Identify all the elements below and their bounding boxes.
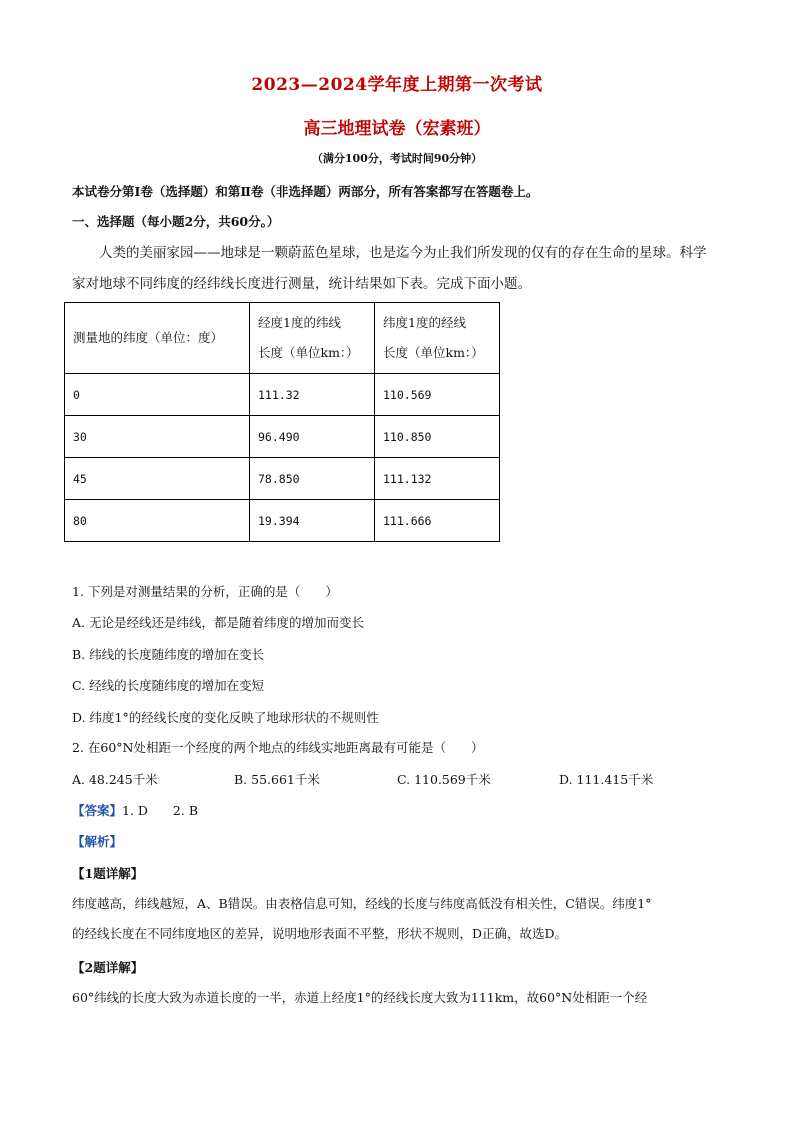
passage bbox=[72, 238, 732, 300]
table-cell: 0 bbox=[65, 374, 250, 416]
detail-1-line-2: 的经线长度在不同纬度地区的差异，说明地形表面不平整，形状不规则，D正确，故选D。 bbox=[72, 926, 568, 941]
table-cell: 110.569 bbox=[375, 374, 500, 416]
table-cell: 80 bbox=[65, 500, 250, 542]
question-2-option-c: C. 110.569千米 bbox=[397, 772, 491, 787]
latitude-table bbox=[64, 302, 500, 542]
table-header-cell bbox=[65, 303, 250, 374]
header-text: 长度（单位km：） bbox=[258, 345, 359, 360]
table-cell: 96.490 bbox=[250, 416, 375, 458]
answer-text: 1. D 2. B bbox=[122, 803, 199, 818]
detail-1-label: 【1题详解】 bbox=[72, 866, 144, 881]
question-1-option-b: B. 纬线的长度随纬度的增加在变长 bbox=[72, 647, 265, 662]
header-text: 长度（单位km：） bbox=[383, 345, 484, 360]
exam-title: 2023—2024学年度上期第一次考试 bbox=[251, 75, 543, 95]
table-row bbox=[65, 500, 500, 542]
header-text: 经度1度的纬线 bbox=[258, 315, 341, 330]
question-2-option-a: A. 48.245千米 bbox=[72, 772, 158, 787]
question-1-option-a: A. 无论是经线还是纬线，都是随着纬度的增加而变长 bbox=[72, 615, 364, 630]
detail-2-line-1: 60°纬线的长度大致为赤道长度的一半，赤道上经度1°的经线长度大致为111km，故60°N处相距一个经 bbox=[72, 990, 648, 1005]
table-row bbox=[65, 416, 500, 458]
table-cell: 19.394 bbox=[250, 500, 375, 542]
table-cell: 111.132 bbox=[375, 458, 500, 500]
table-cell: 111.666 bbox=[375, 500, 500, 542]
question-1-option-d: D. 纬度1°的经线长度的变化反映了地球形状的不规则性 bbox=[72, 710, 379, 725]
table-cell: 30 bbox=[65, 416, 250, 458]
answer-label: 【答案】 bbox=[72, 803, 123, 818]
detail-2-text bbox=[72, 983, 732, 1013]
table-header-row bbox=[65, 303, 500, 374]
answer-line bbox=[72, 801, 198, 819]
analysis-label: 【解析】 bbox=[72, 834, 123, 849]
question-1-option-c: C. 经线的长度随纬度的增加在变短 bbox=[72, 678, 265, 693]
passage-line-2: 家对地球不同纬度的经纬线长度进行测量，统计结果如下表。完成下面小题。 bbox=[72, 276, 531, 292]
detail-1-text bbox=[72, 889, 732, 949]
header-text: 测量地的纬度（单位：度） bbox=[73, 330, 224, 345]
exam-intro: 本试卷分第Ⅰ卷（选择题）和第Ⅱ卷（非选择题）两部分，所有答案都写在答题卷上。 bbox=[72, 184, 539, 199]
table-cell: 45 bbox=[65, 458, 250, 500]
header-text: 纬度1度的经线 bbox=[383, 315, 466, 330]
table-row bbox=[65, 374, 500, 416]
question-2-stem: 2. 在60°N处相距一个经度的两个地点的纬线实地距离最有可能是（ ） bbox=[72, 740, 484, 755]
table-row bbox=[65, 458, 500, 500]
question-2-option-b: B. 55.661千米 bbox=[234, 772, 320, 787]
passage-line-1: 人类的美丽家园——地球是一颗蔚蓝色星球，也是迄今为止我们所发现的仅有的存在生命的星球。科学 bbox=[99, 245, 707, 261]
detail-2-label: 【2题详解】 bbox=[72, 960, 144, 975]
table-header-cell bbox=[250, 303, 375, 374]
detail-1-line-1: 纬度越高，纬线越短，A、B错误。由表格信息可知，经线的长度与纬度高低没有相关性，C错误。纬度1° bbox=[72, 896, 652, 911]
question-1-stem: 1. 下列是对测量结果的分析，正确的是（ ） bbox=[72, 584, 338, 599]
exam-note: （满分100分，考试时间90分钟） bbox=[311, 152, 483, 165]
section-heading: 一、选择题（每小题2分，共60分。） bbox=[72, 214, 280, 229]
table-header-cell bbox=[375, 303, 500, 374]
table-cell: 78.850 bbox=[250, 458, 375, 500]
table-cell: 110.850 bbox=[375, 416, 500, 458]
exam-subtitle: 高三地理试卷（宏素班） bbox=[303, 119, 491, 139]
question-2-option-d: D. 111.415千米 bbox=[559, 772, 654, 787]
table-cell: 111.32 bbox=[250, 374, 375, 416]
